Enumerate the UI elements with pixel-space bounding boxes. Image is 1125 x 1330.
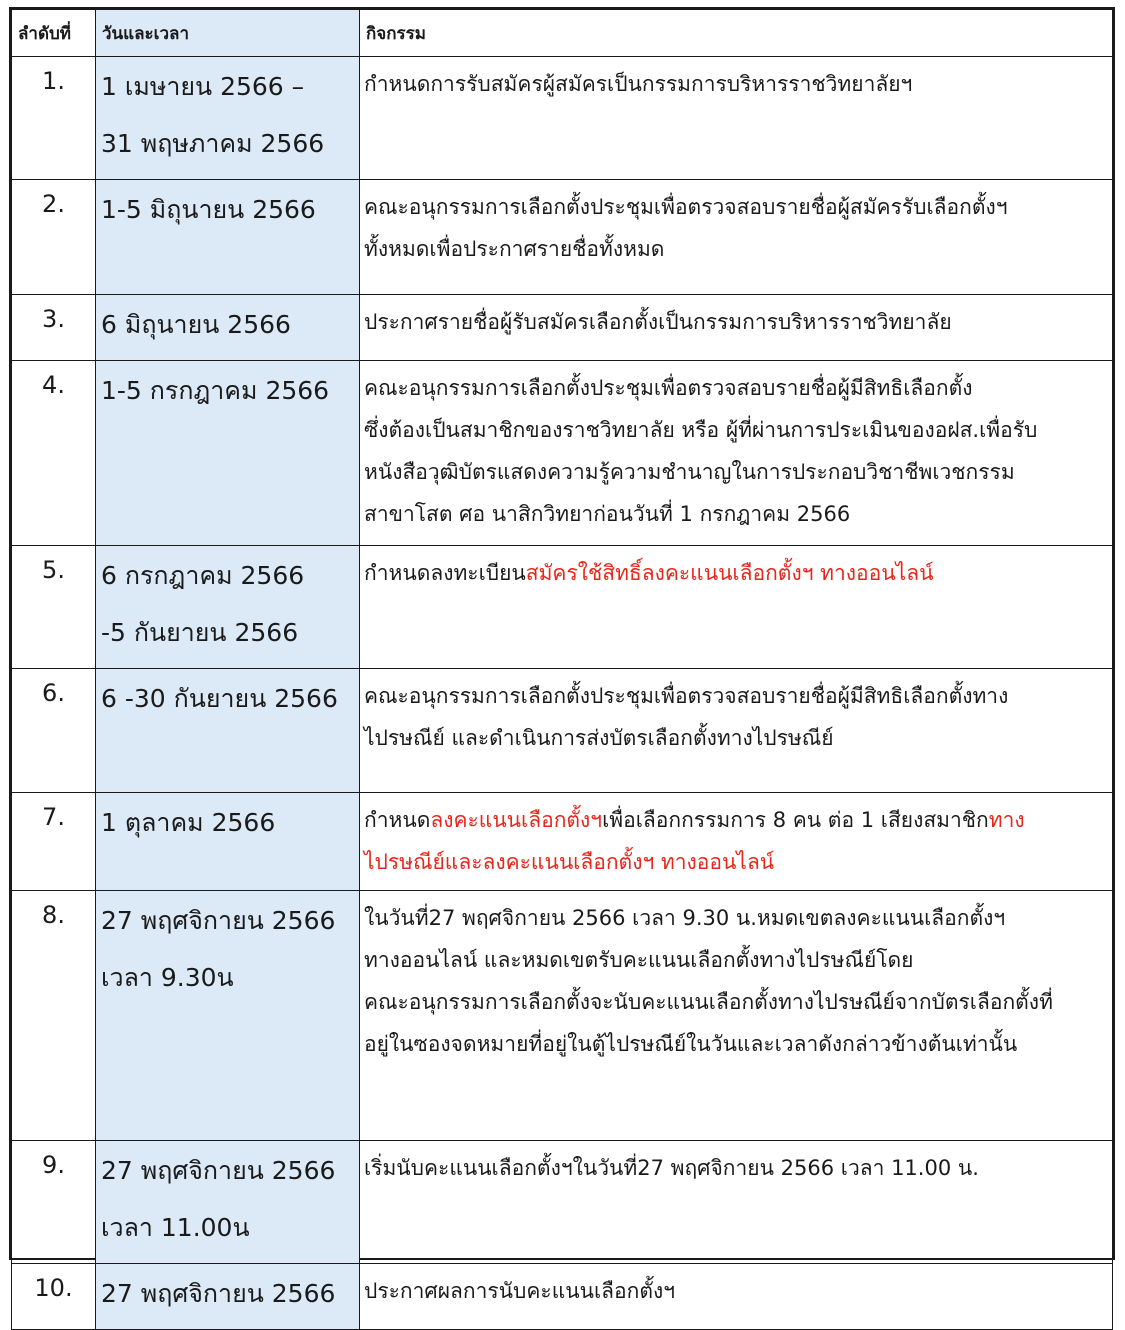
activity-line bbox=[364, 63, 1104, 105]
row-activity bbox=[360, 1141, 1113, 1264]
activity-text: คณะอนุกรรมการเลือกตั้งประชุมเพื่อตรวจสอบรายชื่อผู้มีสิทธิเลือกตั้งทาง bbox=[364, 684, 1009, 708]
activity-text: กำหนดลงทะเบียน bbox=[364, 561, 526, 585]
activity-text: ทั้งหมดเพื่อประกาศรายชื่อทั้งหมด bbox=[364, 237, 665, 261]
activity-text: เริ่มนับคะแนนเลือกตั้งฯในวันที่27 พฤศจิกายน 2566 เวลา 11.00 น. bbox=[364, 1156, 979, 1180]
activity-line bbox=[364, 717, 1104, 759]
row-date bbox=[96, 1141, 360, 1264]
activity-line bbox=[364, 451, 1104, 493]
activity-text: ทางออนไลน์ และหมดเขตรับคะแนนเลือกตั้งทางไปรษณีย์โดย bbox=[364, 948, 914, 972]
row-activity bbox=[360, 1264, 1113, 1330]
row-activity bbox=[360, 295, 1113, 361]
row-date bbox=[96, 295, 360, 361]
row-number: 5. bbox=[12, 546, 96, 669]
highlighted-text: ลงคะแนนเลือกตั้งฯ bbox=[430, 808, 603, 832]
activity-text: กำหนด bbox=[364, 808, 431, 832]
activity-line bbox=[364, 493, 1104, 535]
date-line: 27 พฤศจิกายน 2566 bbox=[101, 906, 336, 935]
table-row bbox=[12, 1264, 1113, 1330]
date-line: 6 กรกฎาคม 2566 bbox=[101, 561, 305, 590]
activity-text: ประกาศผลการนับคะแนนเลือกตั้งฯ bbox=[364, 1279, 676, 1303]
activity-text: เพื่อเลือกกรรมการ 8 คน ต่อ 1 เสียงสมาชิก bbox=[602, 808, 989, 832]
activity-text: คณะอนุกรรมการเลือกตั้งจะนับคะแนนเลือกตั้งทางไปรษณีย์จากบัตรเลือกตั้งที่ bbox=[364, 990, 1053, 1014]
table-row bbox=[12, 546, 1113, 669]
table-row bbox=[12, 793, 1113, 891]
table-row bbox=[12, 669, 1113, 793]
activity-text: คณะอนุกรรมการเลือกตั้งประชุมเพื่อตรวจสอบรายชื่อผู้มีสิทธิเลือกตั้ง bbox=[364, 376, 973, 400]
activity-line bbox=[364, 1147, 1104, 1189]
activity-line bbox=[364, 186, 1104, 228]
highlighted-text: สมัครใช้สิทธิ์ลงคะแนนเลือกตั้งฯ ทางออนไลน์ bbox=[525, 561, 934, 585]
activity-line bbox=[364, 799, 1104, 841]
activity-text: ซึ่งต้องเป็นสมาชิกของราชวิทยาลัย หรือ ผู้ที่ผ่านการประเมินของอฝส.เพื่อรับ bbox=[364, 418, 1038, 442]
date-line: 1 ตุลาคม 2566 bbox=[101, 808, 276, 837]
activity-line bbox=[364, 228, 1104, 270]
date-line: เวลา 9.30น bbox=[101, 963, 234, 992]
activity-line bbox=[364, 981, 1104, 1023]
table-row bbox=[12, 361, 1113, 546]
activity-text: หนังสือวุฒิบัตรแสดงความรู้ความชำนาญในการประกอบวิชาชีพเวชกรรม bbox=[364, 460, 1015, 484]
activity-line bbox=[364, 1270, 1104, 1312]
date-line: 6 มิถุนายน 2566 bbox=[101, 310, 291, 339]
row-date bbox=[96, 793, 360, 891]
row-activity bbox=[360, 891, 1113, 1141]
activity-line bbox=[364, 409, 1104, 451]
activity-line bbox=[364, 552, 1104, 594]
date-line: 31 พฤษภาคม 2566 bbox=[101, 129, 325, 158]
activity-line bbox=[364, 301, 1104, 343]
row-number: 8. bbox=[12, 891, 96, 1141]
date-line: 1-5 มิถุนายน 2566 bbox=[101, 195, 316, 224]
date-line: 1 เมษายน 2566 – bbox=[101, 72, 305, 101]
table-body bbox=[12, 57, 1113, 1330]
activity-text: ไปรษณีย์ และดำเนินการส่งบัตรเลือกตั้งทางไปรษณีย์ bbox=[364, 726, 834, 750]
row-number: 10. bbox=[12, 1264, 96, 1330]
row-activity bbox=[360, 180, 1113, 295]
table-row bbox=[12, 57, 1113, 180]
row-date bbox=[96, 891, 360, 1141]
date-line: 1-5 กรกฎาคม 2566 bbox=[101, 376, 330, 405]
activity-line bbox=[364, 939, 1104, 981]
row-number: 7. bbox=[12, 793, 96, 891]
activity-text: อยู่ในซองจดหมายที่อยู่ในตู้ไปรษณีย์ในวันและเวลาดังกล่าวข้างต้นเท่านั้น bbox=[364, 1032, 1018, 1056]
row-date bbox=[96, 669, 360, 793]
activity-text: สาขาโสต ศอ นาสิกวิทยาก่อนวันที่ 1 กรกฎาคม 2566 bbox=[364, 502, 851, 526]
row-number: 2. bbox=[12, 180, 96, 295]
activity-line bbox=[364, 675, 1104, 717]
date-line: 6 -30 กันยายน 2566 bbox=[101, 684, 338, 713]
row-date bbox=[96, 180, 360, 295]
table-row bbox=[12, 1141, 1113, 1264]
activity-line bbox=[364, 897, 1104, 939]
row-activity bbox=[360, 361, 1113, 546]
header-order: ลำดับที่ bbox=[12, 10, 96, 57]
activity-text: ประกาศรายชื่อผู้รับสมัครเลือกตั้งเป็นกรรมการบริหารราชวิทยาลัย bbox=[364, 310, 952, 334]
election-schedule-table bbox=[11, 9, 1113, 1330]
table-row bbox=[12, 891, 1113, 1141]
row-date bbox=[96, 57, 360, 180]
row-number: 3. bbox=[12, 295, 96, 361]
date-line: เวลา 11.00น bbox=[101, 1213, 250, 1242]
header-activity: กิจกรรม bbox=[360, 10, 1113, 57]
activity-line bbox=[364, 841, 1104, 883]
row-date bbox=[96, 546, 360, 669]
row-number: 9. bbox=[12, 1141, 96, 1264]
row-number: 1. bbox=[12, 57, 96, 180]
table-header-row bbox=[12, 10, 1113, 57]
row-number: 4. bbox=[12, 361, 96, 546]
date-line: -5 กันยายน 2566 bbox=[101, 618, 299, 647]
activity-line bbox=[364, 367, 1104, 409]
date-line: 27 พฤศจิกายน 2566 bbox=[101, 1156, 336, 1185]
row-activity bbox=[360, 793, 1113, 891]
row-date bbox=[96, 361, 360, 546]
table-row bbox=[12, 180, 1113, 295]
activity-text: คณะอนุกรรมการเลือกตั้งประชุมเพื่อตรวจสอบรายชื่อผู้สมัครรับเลือกตั้งฯ bbox=[364, 195, 1008, 219]
highlighted-text: ทาง bbox=[988, 808, 1025, 832]
row-activity bbox=[360, 546, 1113, 669]
schedule-table-frame bbox=[9, 7, 1115, 1308]
row-activity bbox=[360, 57, 1113, 180]
activity-line bbox=[364, 1023, 1104, 1065]
activity-text: ในวันที่27 พฤศจิกายน 2566 เวลา 9.30 น.หมดเขตลงคะแนนเลือกตั้งฯ bbox=[364, 906, 1006, 930]
table-row bbox=[12, 295, 1113, 361]
row-activity bbox=[360, 669, 1113, 793]
date-line: 27 พฤศจิกายน 2566 bbox=[101, 1279, 336, 1308]
row-number: 6. bbox=[12, 669, 96, 793]
row-date bbox=[96, 1264, 360, 1330]
header-date: วันและเวลา bbox=[96, 10, 360, 57]
highlighted-text: ไปรษณีย์และลงคะแนนเลือกตั้งฯ ทางออนไลน์ bbox=[364, 850, 775, 874]
activity-text: กำหนดการรับสมัครผู้สมัครเป็นกรรมการบริหารราชวิทยาลัยฯ bbox=[364, 72, 913, 96]
